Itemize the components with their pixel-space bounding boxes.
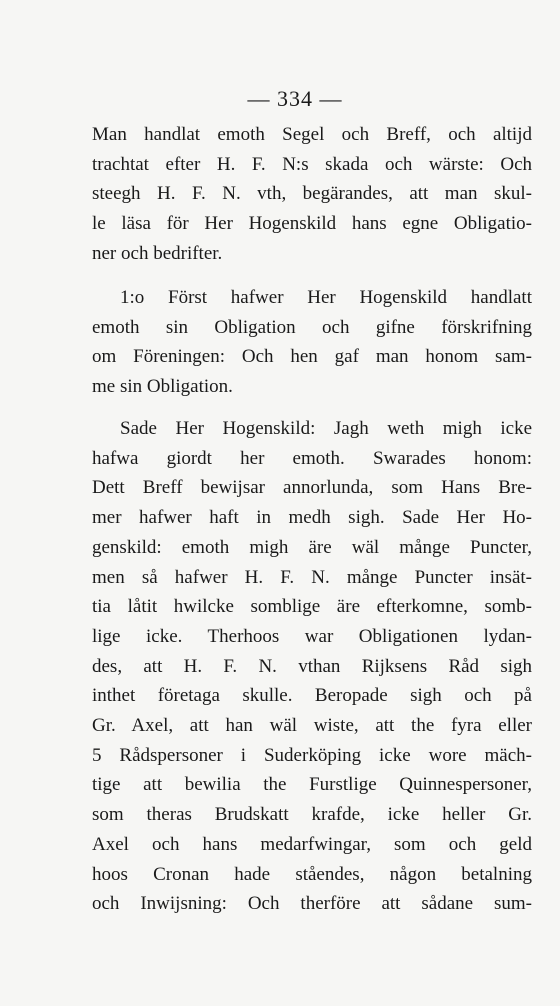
text-line: le läsa för Her Hogenskild hans egne Obligatio- xyxy=(92,213,532,235)
text-line: me sin Obligation. xyxy=(92,376,233,398)
text-line: genskild: emoth migh äre wäl månge Puncter, xyxy=(92,536,532,558)
text-line: inthet företaga skulle. Beropade sigh och på xyxy=(92,685,532,707)
text-line: mer hafwer haft in medh sigh. Sade Her Ho- xyxy=(92,507,532,529)
text-line: hoos Cronan hade ståendes, någon betalning xyxy=(92,863,532,885)
paragraph-1 xyxy=(92,120,532,269)
text-line: 5 Rådspersoner i Suderköping icke wore mäch- xyxy=(92,744,532,766)
text-line: och Inwijsning: Och therföre att sådane sum- xyxy=(92,893,532,915)
paragraph-3 xyxy=(92,414,532,919)
text-line: hafwa giordt her emoth. Swarades honom: xyxy=(92,447,532,469)
text-line: des, att H. F. N. vthan Rijksens Råd sigh xyxy=(92,655,532,677)
text-line: som theras Brudskatt krafde, icke heller Gr. xyxy=(92,804,532,826)
text-line: emoth sin Obligation och gifne förskrifning xyxy=(92,316,532,338)
text-line: Man handlat emoth Segel och Breff, och altijd xyxy=(92,124,532,145)
paragraph-2 xyxy=(92,283,532,402)
text-line: trachtat efter H. F. N:s skada och wärste: Och xyxy=(92,153,532,175)
text-line: men så hafwer H. F. N. månge Puncter insät- xyxy=(92,566,532,588)
text-line: Axel och hans medarfwingar, som och geld xyxy=(92,833,532,855)
text-line: steegh H. F. N. vth, begärandes, att man skul- xyxy=(92,183,532,205)
text-line: lige icke. Therhoos war Obligationen lydan- xyxy=(92,625,532,647)
text-line: Gr. Axel, att han wäl wiste, att the fyra eller xyxy=(92,715,532,737)
text-line: tige att bewilia the Furstlige Quinnespersoner, xyxy=(92,774,532,796)
text-line: tia låtit hwilcke somblige äre efterkomne, somb- xyxy=(92,596,532,618)
text-line: Sade Her Hogenskild: Jagh weth migh icke xyxy=(120,418,532,439)
page-number: — 334 — xyxy=(247,86,343,111)
text-line: Dett Breff bewijsar annorlunda, som Hans Bre- xyxy=(92,477,532,499)
text-line: 1:o Först hafwer Her Hogenskild handlatt xyxy=(120,287,532,308)
text-line: om Föreningen: Och hen gaf man honom sam- xyxy=(92,346,532,368)
text-line: ner och bedrifter. xyxy=(92,242,223,264)
